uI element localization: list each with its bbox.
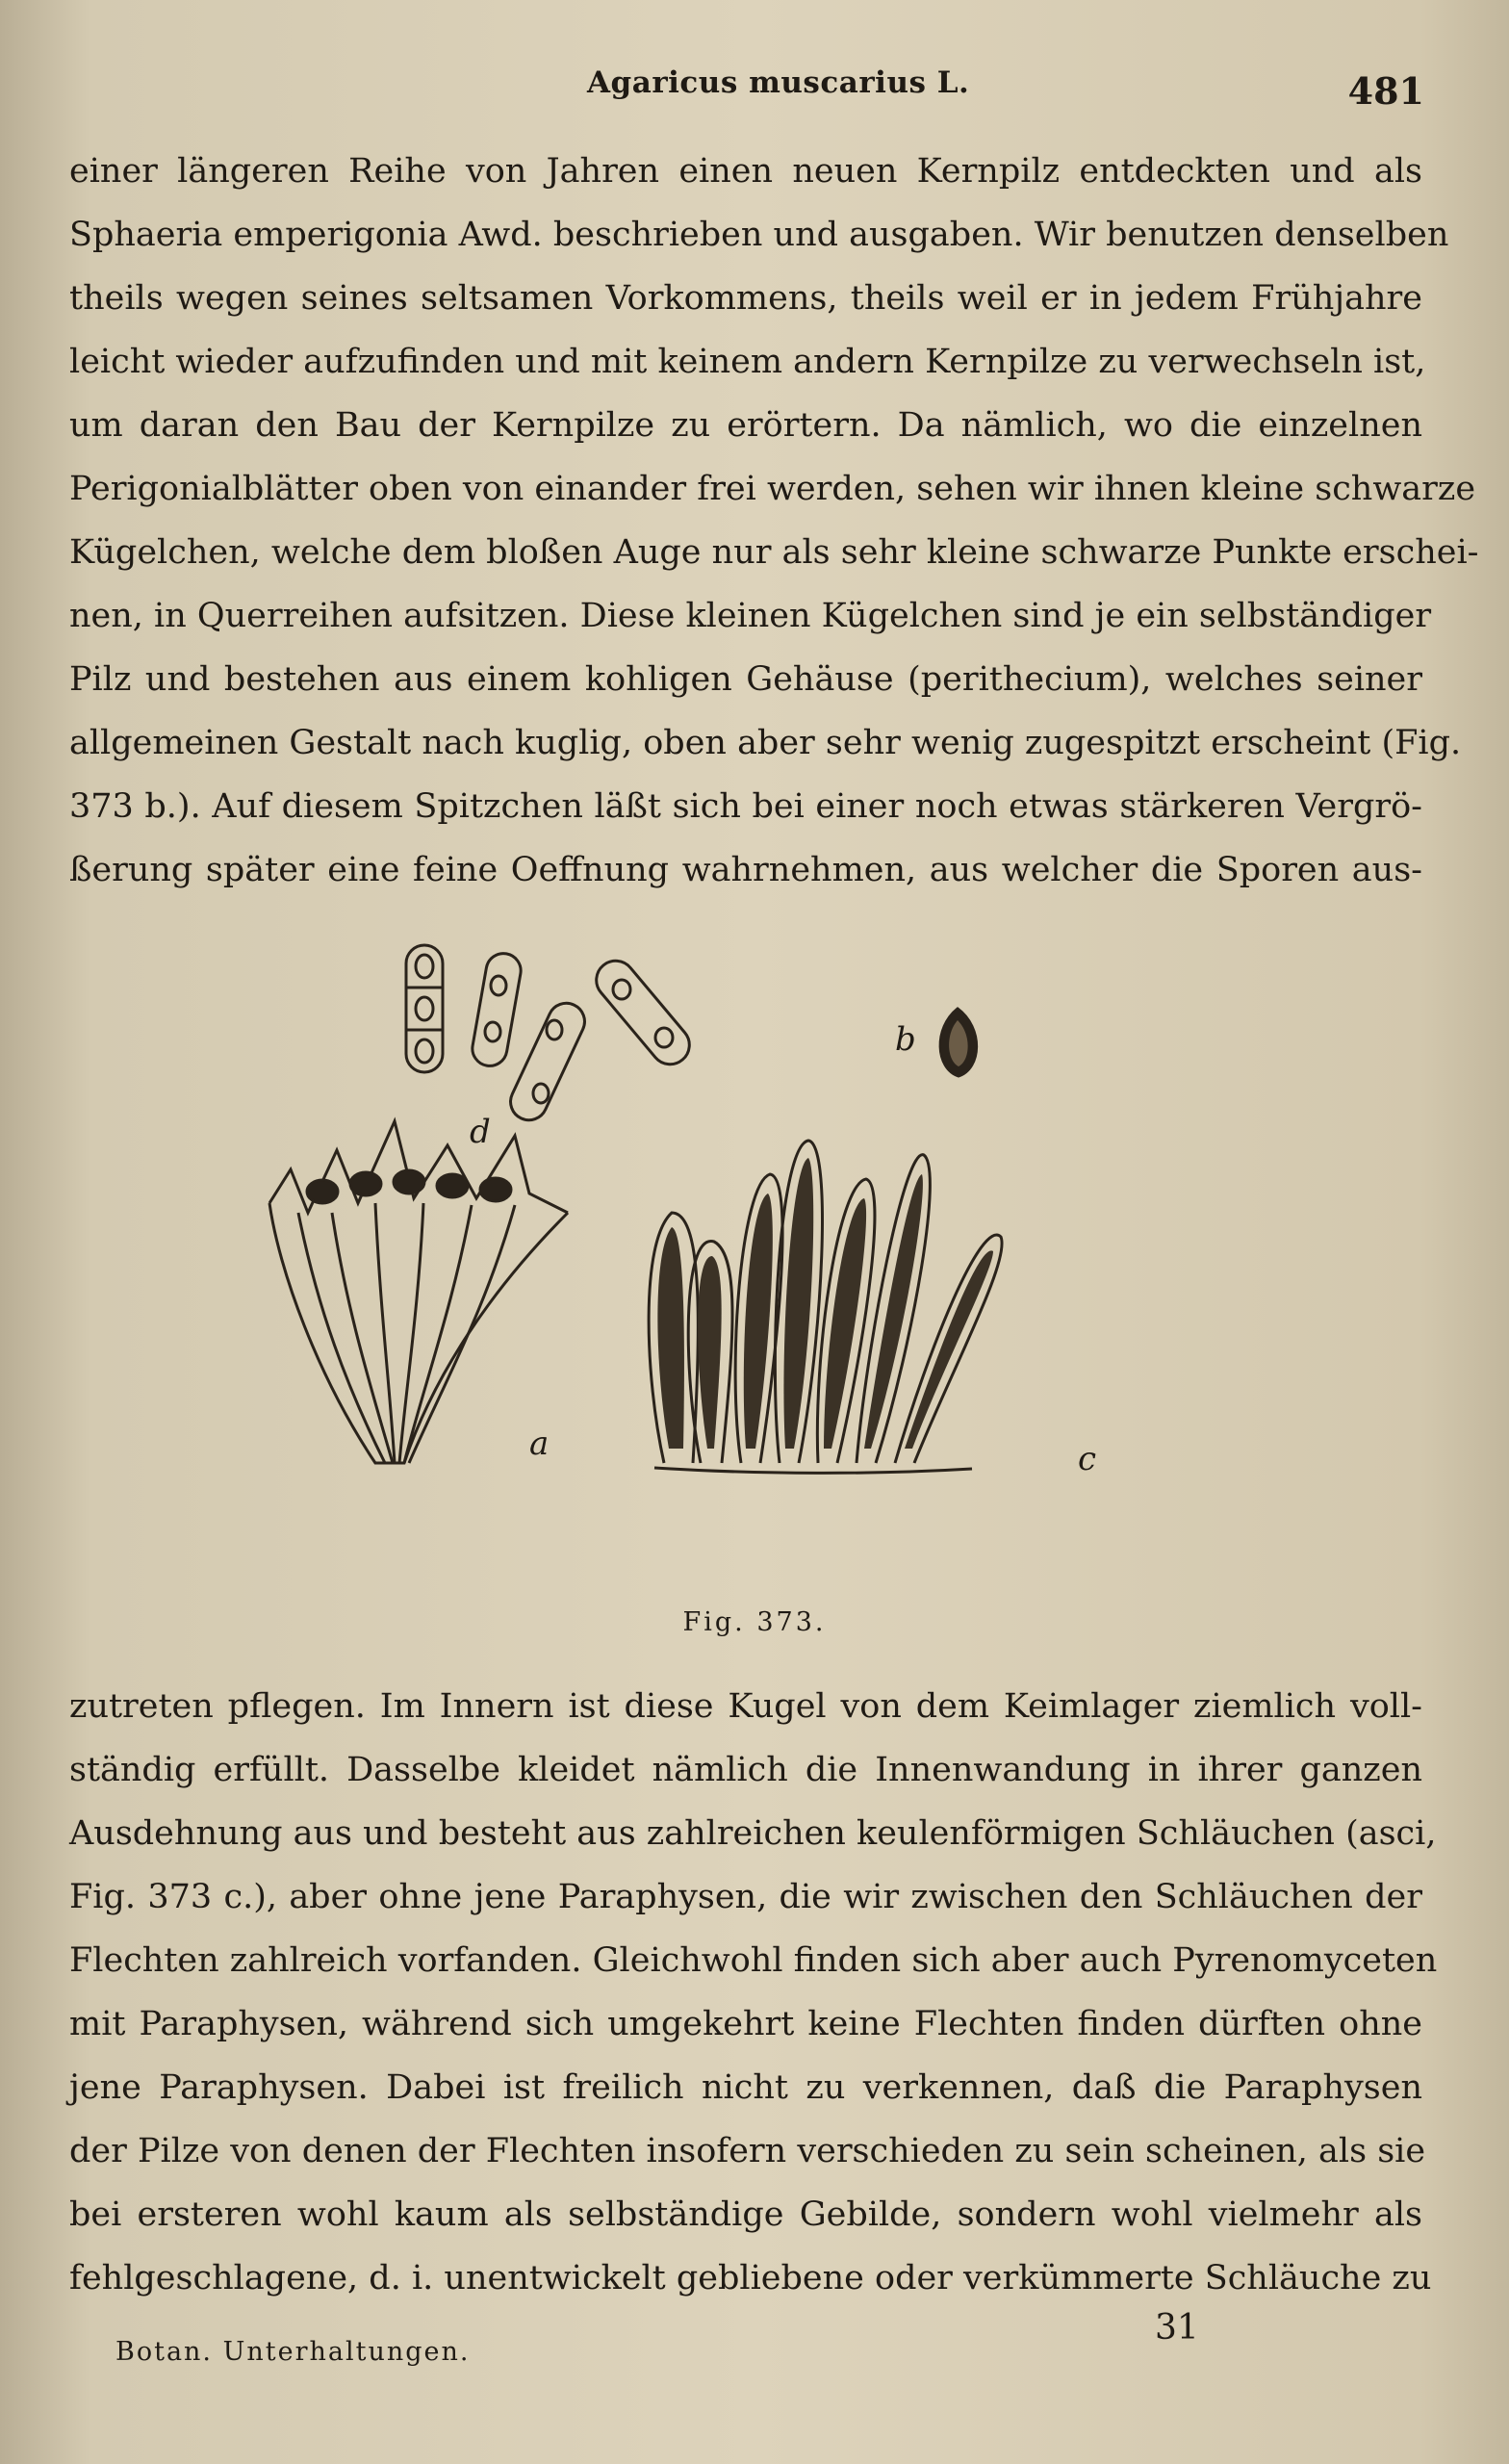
- running-head: [67, 60, 1424, 127]
- text-line: Flechten zahlreich vorfanden. Gleichwohl finden sich aber auch Pyrenomyceten: [69, 1941, 1438, 1980]
- text-line: mit Paraphysen, während sich umgekehrt keine Flechten finden dürften ohne: [69, 2005, 1422, 2043]
- text-line: nen, in Querreihen aufsitzen. Diese kleinen Kügelchen sind je ein selbständiger: [69, 597, 1432, 635]
- botanical-engraving: [241, 924, 1251, 1598]
- figure-label-d: d: [470, 1113, 491, 1151]
- text-line: ßerung später eine feine Oeffnung wahrnehmen, aus welcher die Sporen aus-: [69, 851, 1422, 889]
- perithecium-drawing-b: [940, 1009, 977, 1076]
- paragraph-before-figure: [69, 140, 1479, 902]
- text-line: einer längeren Reihe von Jahren einen neuen Kernpilz entdeckten und als: [69, 152, 1422, 191]
- text-line: fehlgeschlagene, d. i. unentwickelt gebliebene oder verkümmerte Schläuche zu: [69, 2259, 1432, 2297]
- text-line: Perigonialblätter oben von einander frei werden, sehen wir ihnen kleine schwarze: [69, 470, 1476, 508]
- text-line: Fig. 373 c.), aber ohne jene Paraphysen, die wir zwischen den Schläuchen der: [69, 1878, 1422, 1916]
- text-line: zutreten pflegen. Im Innern ist diese Kugel von dem Keimlager ziemlich voll-: [69, 1687, 1422, 1726]
- figure-label-b: b: [895, 1020, 916, 1059]
- page-number: 481: [1347, 69, 1424, 113]
- text-line: leicht wieder aufzufinden und mit keinem andern Kernpilze zu verwechseln ist,: [69, 343, 1426, 381]
- spores-drawing-d: [406, 945, 697, 1126]
- text-line: theils wegen seines seltsamen Vorkommens, theils weil er in jedem Frühjahre: [69, 279, 1422, 318]
- printer-signature: Botan. Unterhaltungen.: [115, 2337, 471, 2367]
- sheet-mark: 31: [1155, 2308, 1199, 2348]
- figure-caption: Fig. 373.: [682, 1607, 827, 1637]
- text-line: Ausdehnung aus und besteht aus zahlreichen keulenförmigen Schläuchen (asci,: [69, 1814, 1437, 1853]
- paragraph-after-figure: [69, 1675, 1438, 2310]
- figure-373-illustration: [241, 924, 1251, 1646]
- text-line: um daran den Bau der Kernpilze zu erörtern. Da nämlich, wo die einzelnen: [69, 406, 1422, 445]
- figure-label-a: a: [529, 1424, 550, 1463]
- text-line: bei ersteren wohl kaum als selbständige Gebilde, sondern wohl vielmehr als: [69, 2195, 1422, 2234]
- asci-drawing-c: [649, 1141, 1002, 1473]
- figure-label-c: c: [1078, 1440, 1097, 1478]
- text-line: allgemeinen Gestalt nach kuglig, oben aber sehr wenig zugespitzt erscheint (Fig.: [69, 724, 1462, 762]
- running-title: Agaricus muscarius L.: [587, 65, 970, 100]
- text-line: Sphaeria emperigonia Awd. beschrieben und ausgaben. Wir benutzen denselben: [69, 216, 1449, 254]
- text-line: 373 b.). Auf diesem Spitzchen läßt sich bei einer noch etwas stärkeren Vergrö-: [69, 787, 1422, 826]
- text-line: ständig erfüllt. Dasselbe kleidet nämlich die Innenwandung in ihrer ganzen: [69, 1751, 1422, 1789]
- text-line: der Pilze von denen der Flechten insofern verschieden zu sein scheinen, als sie: [69, 2132, 1426, 2170]
- text-line: Pilz und bestehen aus einem kohligen Gehäuse (perithecium), welches seiner: [69, 660, 1422, 699]
- perigon-drawing-a: [269, 1121, 568, 1463]
- text-line: jene Paraphysen. Dabei ist freilich nicht zu verkennen, daß die Paraphysen: [69, 2068, 1422, 2107]
- text-line: Kügelchen, welche dem bloßen Auge nur als sehr kleine schwarze Punkte erschei-: [69, 533, 1479, 572]
